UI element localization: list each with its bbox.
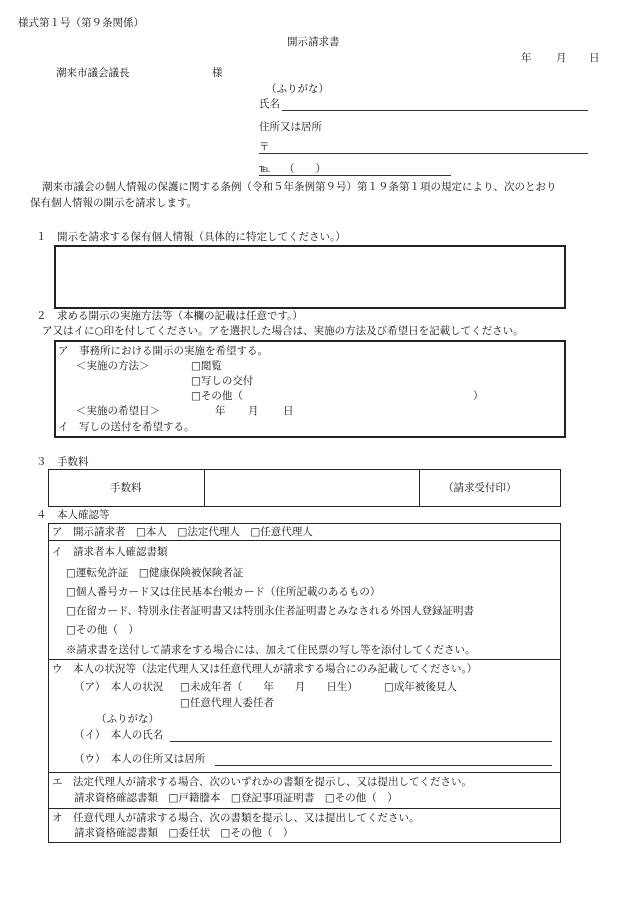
option-i-label[interactable]: イ 写しの送付を希望する。 (58, 421, 195, 433)
row-divider-a (48, 540, 561, 541)
id-docs-note: ※請求書を送付して請求をする場合には、加えて住民票の写し等を添付してください。 (66, 644, 476, 656)
row-divider-u (48, 772, 561, 773)
tel-field[interactable] (259, 175, 451, 176)
option-a-label[interactable]: ア 事務所における開示の実施を希望する。 (58, 345, 268, 357)
desired-day: 日 (283, 405, 294, 417)
principal-status-label: （ア） 本人の状況 (74, 681, 164, 693)
principal-address-label: （ウ） 本人の住所又は居所 (74, 753, 206, 765)
requester-address-field[interactable] (259, 153, 588, 154)
method-other-close: ） (473, 390, 484, 402)
requested-info-box[interactable] (54, 245, 566, 309)
legal-agent-docs[interactable]: 請求資格確認書類 □戸籍謄本 □登記事項証明書 □その他（ ） (74, 792, 398, 804)
reception-stamp-label: （請求受付印） (443, 482, 517, 494)
principal-address-field[interactable] (215, 765, 552, 766)
date-year: 年 (521, 52, 532, 64)
method-copy-checkbox[interactable]: □写しの交付 (191, 375, 254, 387)
section-2-heading: ２ 求める開示の実施方法等（本欄の記載は任意です。） (36, 310, 303, 322)
addressee: 潮来市議会議長 (56, 67, 130, 79)
requester-furigana-label: （ふりがな） (266, 83, 329, 95)
adult-ward-checkbox[interactable]: □成年被後見人 (384, 681, 457, 693)
date-day: 日 (589, 52, 600, 64)
date-month: 月 (556, 52, 567, 64)
requester-address-label: 住所又は居所 (259, 121, 322, 133)
tel-label: ℡ (259, 163, 271, 175)
id-docs-line-2[interactable]: □個人番号カード又は住民基本台帳カード（住所記載のあるもの） (66, 586, 381, 598)
requester-name-label: 氏名 (259, 98, 280, 110)
row-divider-i (48, 659, 561, 660)
principal-name-field[interactable] (170, 741, 552, 742)
section-4-heading: ４ 本人確認等 (36, 509, 110, 521)
postal-mark: 〒 (259, 141, 270, 153)
fee-label: 手数料 (110, 482, 142, 494)
page-title: 開示請求書 (287, 36, 340, 48)
fee-divider-2 (419, 469, 420, 507)
desired-month: 月 (248, 405, 259, 417)
id-docs-title: イ 請求者本人確認書類 (52, 546, 168, 558)
fee-divider-1 (204, 469, 205, 507)
desired-date-label: ＜実施の希望日＞ (76, 405, 160, 417)
section-3-heading: ３ 手数料 (36, 456, 89, 468)
principal-furigana-label: （ふりがな） (96, 713, 159, 725)
principal-name-label: （イ） 本人の氏名 (74, 729, 164, 741)
delegator-checkbox[interactable]: □任意代理人委任者 (180, 697, 274, 709)
desired-year: 年 (215, 405, 226, 417)
form-number: 様式第１号（第９条関係） (18, 17, 144, 29)
row-divider-e (48, 808, 561, 809)
section-2-note: ア又はイに○印を付してください。アを選択した場合は、実施の方法及び希望日を記載してください。 (42, 325, 524, 337)
requester-name-field[interactable] (282, 110, 588, 111)
method-label: ＜実施の方法＞ (76, 360, 150, 372)
voluntary-agent-title: オ 任意代理人が請求する場合、次の書類を提示し、又は提出してください。 (52, 812, 420, 824)
method-other-checkbox[interactable]: □その他（ (191, 390, 243, 402)
id-docs-line-4[interactable]: □その他（ ） (66, 624, 139, 636)
voluntary-agent-docs[interactable]: 請求資格確認書類 □委任状 □その他（ ） (74, 827, 294, 839)
section-1-heading: １ 開示を請求する保有個人情報（具体的に特定してください。） (36, 231, 346, 243)
addressee-honorific: 様 (212, 67, 223, 79)
method-view-checkbox[interactable]: □閲覧 (191, 360, 222, 372)
principal-status-title: ウ 本人の状況等（法定代理人又は任意代理人が請求する場合にのみ記載してください。） (52, 663, 478, 675)
intro-line-2: 保有個人情報の開示を請求します。 (30, 197, 198, 209)
id-docs-line-3[interactable]: □在留カード、特別永住者証明書又は特別永住者証明書とみなされる外国人登録証明書 (66, 605, 474, 617)
intro-line-1: 潮来市議会の個人情報の保護に関する条例（令和５年条例第９号）第１９条第１項の規定により、次のとおり (42, 181, 557, 193)
tel-paren: （ ） (284, 163, 326, 175)
legal-agent-title: エ 法定代理人が請求する場合、次のいずれかの書類を提示し、又は提出してください。 (52, 776, 472, 788)
minor-checkbox[interactable]: □未成年者（ 年 月 日生） (180, 681, 358, 693)
id-docs-line-1[interactable]: □運転免許証 □健康保険被保険者証 (66, 567, 244, 579)
requester-type-row[interactable]: ア 開示請求者 □本人 □法定代理人 □任意代理人 (52, 526, 313, 538)
